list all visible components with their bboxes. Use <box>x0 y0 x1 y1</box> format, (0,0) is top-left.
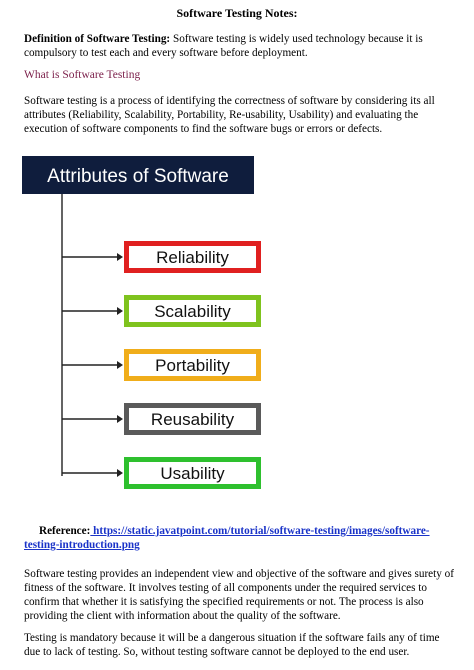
reference-paragraph <box>24 524 454 552</box>
arrow-head-icon <box>117 469 123 477</box>
body-paragraph-3: Testing is mandatory because it will be a dangerous situation if the software fails any of time due to lack of testing. So, without testing software cannot be deployed to the end user. <box>24 632 440 658</box>
attribute-label: Reusability <box>150 410 235 429</box>
reference-link[interactable]: https://static.javatpoint.com/tutorial/software-testing/images/software-testing-introduction.png <box>24 525 430 551</box>
attribute-label: Portability <box>155 356 230 375</box>
arrow-head-icon <box>117 253 123 261</box>
attribute-label: Reliability <box>156 248 229 267</box>
arrow-head-icon <box>117 307 123 315</box>
definition-label: Definition of Software Testing: <box>24 33 171 45</box>
page-title: Software Testing Notes: <box>176 6 298 20</box>
diagram-header-text: Attributes of Software <box>47 166 229 187</box>
section-subheading: What is Software Testing <box>24 69 141 81</box>
attribute-label: Usability <box>160 464 225 483</box>
intro-paragraph: Software testing is a process of identifying the correctness of software by considering its all attributes (Reliability, Scalability, Portability, Re-usability, Usability) and evaluating the execution of software components to find the software bugs or errors or defects. <box>24 95 435 135</box>
reference-label: Reference: <box>39 525 91 537</box>
attribute-label: Scalability <box>154 302 231 321</box>
body-paragraph-2: Software testing provides an independent view and objective of the software and gives surety of fitness of the software. It involves testing of all components under the required services to confirm that whether it is satisfying the specified requirements or not. The process is also providing the client with information about the quality of the software. <box>24 568 454 622</box>
arrow-head-icon <box>117 415 123 423</box>
definition-text: Software testing is widely used technology because it is compulsory to test each and every software before deployment. <box>24 33 423 59</box>
arrow-head-icon <box>117 361 123 369</box>
